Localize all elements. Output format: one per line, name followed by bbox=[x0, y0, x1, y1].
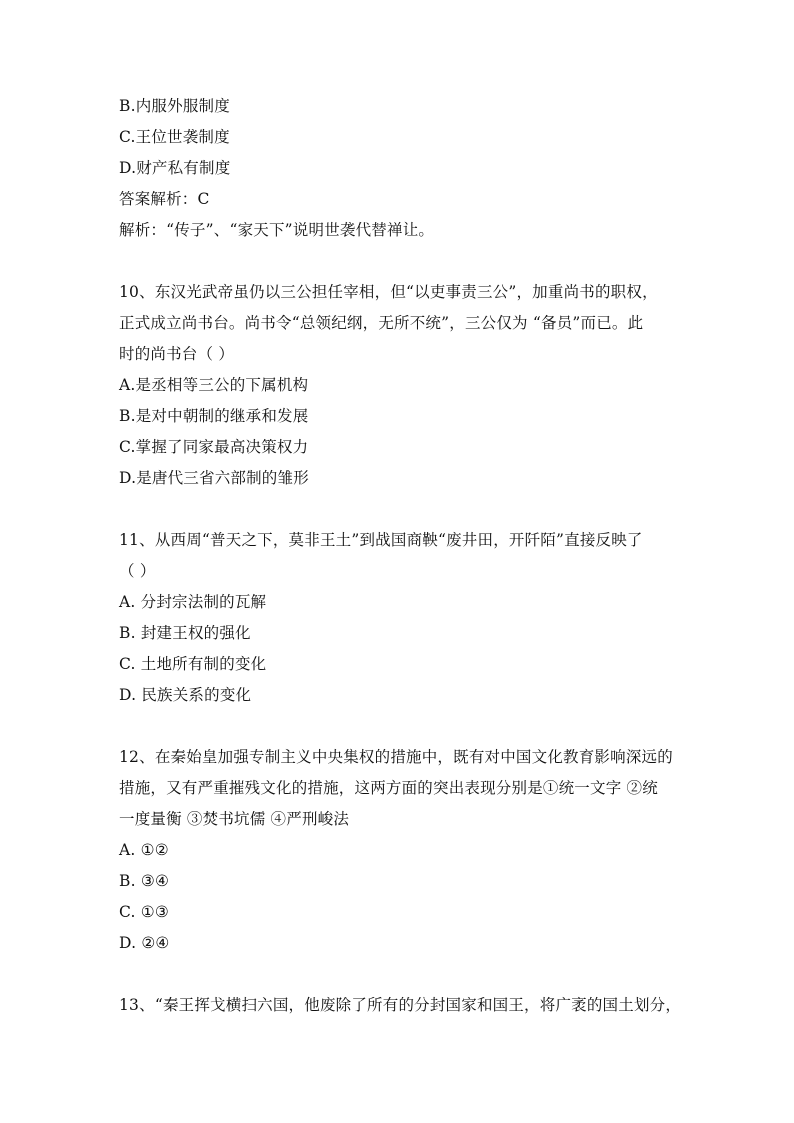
option-b: B. 封建王权的强化 bbox=[119, 624, 251, 642]
question-stem-line: 正式成立尚书台。尚书令“总领纪纲，无所不统”，三公仅为 “备员”而已。此 bbox=[119, 314, 644, 332]
option-c: C. ①③ bbox=[119, 903, 169, 921]
analysis-line: 解析：“传子”、“家天下”说明世袭代替禅让。 bbox=[119, 221, 435, 239]
question-stem-line: 13、“秦王挥戈横扫六国，他废除了所有的分封国家和国王，将广袤的国土划分， bbox=[119, 996, 682, 1014]
question-stem-line: 11、从西周“普天之下，莫非王土”到战国商鞅“废井田，开阡陌”直接反映了 bbox=[119, 531, 643, 549]
question-stem-line: 12、在秦始皇加强专制主义中央集权的措施中，既有对中国文化教育影响深远的 bbox=[119, 748, 673, 766]
option-d: D. ②④ bbox=[119, 934, 170, 952]
question-11 bbox=[119, 525, 679, 711]
spacer bbox=[119, 711, 679, 742]
question-stem-line: 措施，又有严重摧残文化的措施，这两方面的突出表现分别是①统一文字 ②统 bbox=[119, 779, 658, 797]
option-d: D. 民族关系的变化 bbox=[119, 686, 252, 704]
option-c: C.王位世袭制度 bbox=[119, 128, 230, 146]
option-d: D.财产私有制度 bbox=[119, 159, 231, 177]
option-a: A. ①② bbox=[119, 841, 169, 859]
prev-question-block bbox=[119, 91, 679, 246]
question-stem-line: （ ） bbox=[119, 562, 156, 580]
option-d: D.是唐代三省六部制的雏形 bbox=[119, 469, 309, 487]
question-stem-line: 一度量衡 ③焚书坑儒 ④严刑峻法 bbox=[119, 810, 350, 828]
question-13 bbox=[119, 990, 682, 1021]
question-stem-line: 时的尚书台（ ） bbox=[119, 345, 235, 363]
question-12 bbox=[119, 742, 679, 959]
option-a: A.是丞相等三公的下属机构 bbox=[119, 376, 309, 394]
spacer bbox=[119, 494, 679, 525]
spacer bbox=[119, 959, 679, 990]
option-b: B.内服外服制度 bbox=[119, 97, 230, 115]
option-b: B.是对中朝制的继承和发展 bbox=[119, 407, 309, 425]
document-content bbox=[119, 91, 682, 1021]
question-stem-line: 10、东汉光武帝虽仍以三公担任宰相，但“以吏事责三公”，加重尚书的职权， bbox=[119, 283, 658, 301]
question-10 bbox=[119, 277, 679, 494]
option-a: A. 分封宗法制的瓦解 bbox=[119, 593, 267, 611]
option-b: B. ③④ bbox=[119, 872, 170, 890]
spacer bbox=[119, 246, 679, 277]
option-c: C. 土地所有制的变化 bbox=[119, 655, 267, 673]
answer-line: 答案解析：C bbox=[119, 190, 210, 208]
option-c: C.掌握了同家最高决策权力 bbox=[119, 438, 309, 456]
